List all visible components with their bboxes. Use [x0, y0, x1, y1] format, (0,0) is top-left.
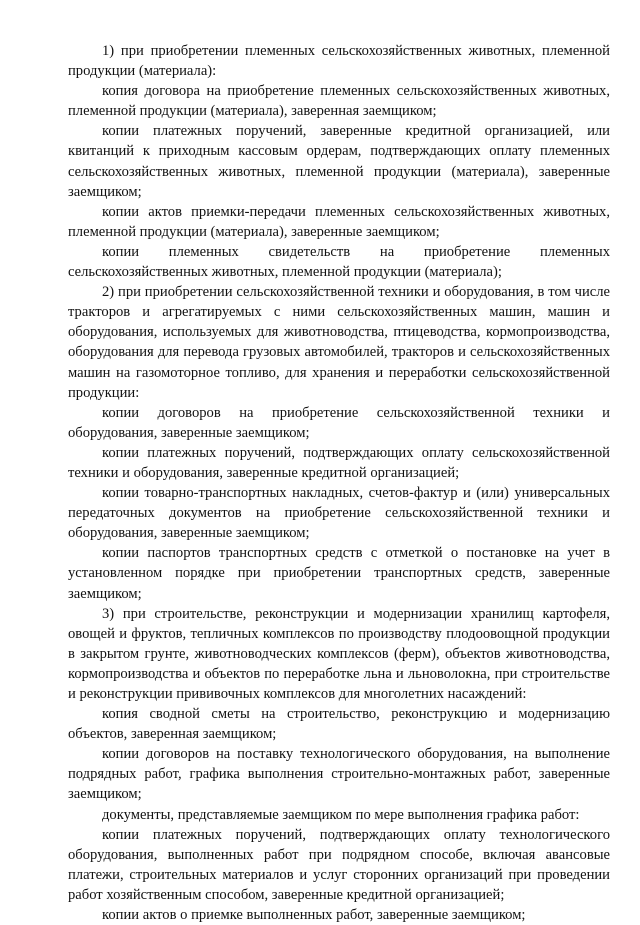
paragraph-machinery-contracts: копии договоров на приобретение сельскохозяйственной техники и оборудования, заверенные заемщиком;: [68, 404, 610, 441]
paragraph-section-3-heading: 3) при строительстве, реконструкции и модернизации хранилищ картофеля, овощей и фруктов, тепличных комплексов по производству плодоовощной продукции в закрытом грунте, животноводческих комплексов (ферм), объектов животноводства, кормопроизводства и объектов по переработке льна и льноволокна, при строительстве и реконструкции прививочных комплексов для многолетних насаждений:: [68, 605, 610, 702]
paragraph-construction-estimate: копия сводной сметы на строительство, реконструкцию и модернизацию объектов, заверенная заемщиком;: [68, 706, 610, 743]
paragraph-section-1-heading: 1) при приобретении племенных сельскохозяйственных животных, племенной продукции (материала):: [68, 43, 610, 80]
paragraph-acceptance-acts: копии актов о приемке выполненных работ, заверенные заемщиком;: [102, 907, 526, 924]
paragraph-machinery-payments: копии платежных поручений, подтверждающих оплату сельскохозяйственной техники и оборудования, заверенные кредитной организацией;: [68, 444, 610, 481]
paragraph-progress-documents: документы, представляемые заемщиком по мере выполнения графика работ:: [102, 806, 580, 823]
paragraph-breeding-payments: копии платежных поручений, заверенные кредитной организацией, или квитанций к приходным кассовым ордерам, подтверждающих оплату племенных сельскохозяйственных животных, племенной продукции (материала), заверенные заемщиком;: [68, 123, 610, 200]
paragraph-breeding-acceptance-acts: копии актов приемки-передачи племенных сельскохозяйственных животных, племенной продукции (материала), заверенные заемщиком;: [68, 203, 610, 240]
paragraph-breeding-certificates: копии племенных свидетельств на приобретение племенных сельскохозяйственных животных, племенной продукции (материала);: [68, 243, 610, 281]
paragraph-vehicle-passports: копии паспортов транспортных средств с отметкой о постановке на учет в установленном порядке при приобретении транспортных средств, заверенные заемщиком;: [68, 545, 610, 602]
paragraph-construction-payments: копии платежных поручений, подтверждающих оплату технологического оборудования, выполненных работ при подрядном способе, включая авансовые платежи, строительных материалов и услуг сторонних организаций при проведении работ хозяйственным способом, заверенные кредитной организацией;: [68, 826, 610, 903]
paragraph-machinery-waybills: копии товарно-транспортных накладных, счетов-фактур и (или) универсальных передаточных документов на приобретение сельскохозяйственной техники и оборудования, заверенные заемщиком;: [68, 485, 610, 542]
paragraph-construction-contracts: копии договоров на поставку технологического оборудования, на выполнение подрядных работ, графика выполнения строительно-монтажных работ, заверенные заемщиком;: [68, 746, 610, 803]
paragraph-section-2-heading: 2) при приобретении сельскохозяйственной техники и оборудования, в том числе тракторов и агрегатируемых с ними сельскохозяйственных машин, машин и оборудования, используемых для животноводства, птицеводства, кормопроизводства, оборудования для перевода грузовых автомобилей, тракторов и сельскохозяйственных машин на газомоторное топливо, для хранения и переработки сельскохозяйственной продукции:: [68, 284, 610, 401]
paragraph-breeding-contract: копия договора на приобретение племенных сельскохозяйственных животных, племенной продукции (материала), заверенная заемщиком;: [68, 83, 610, 120]
